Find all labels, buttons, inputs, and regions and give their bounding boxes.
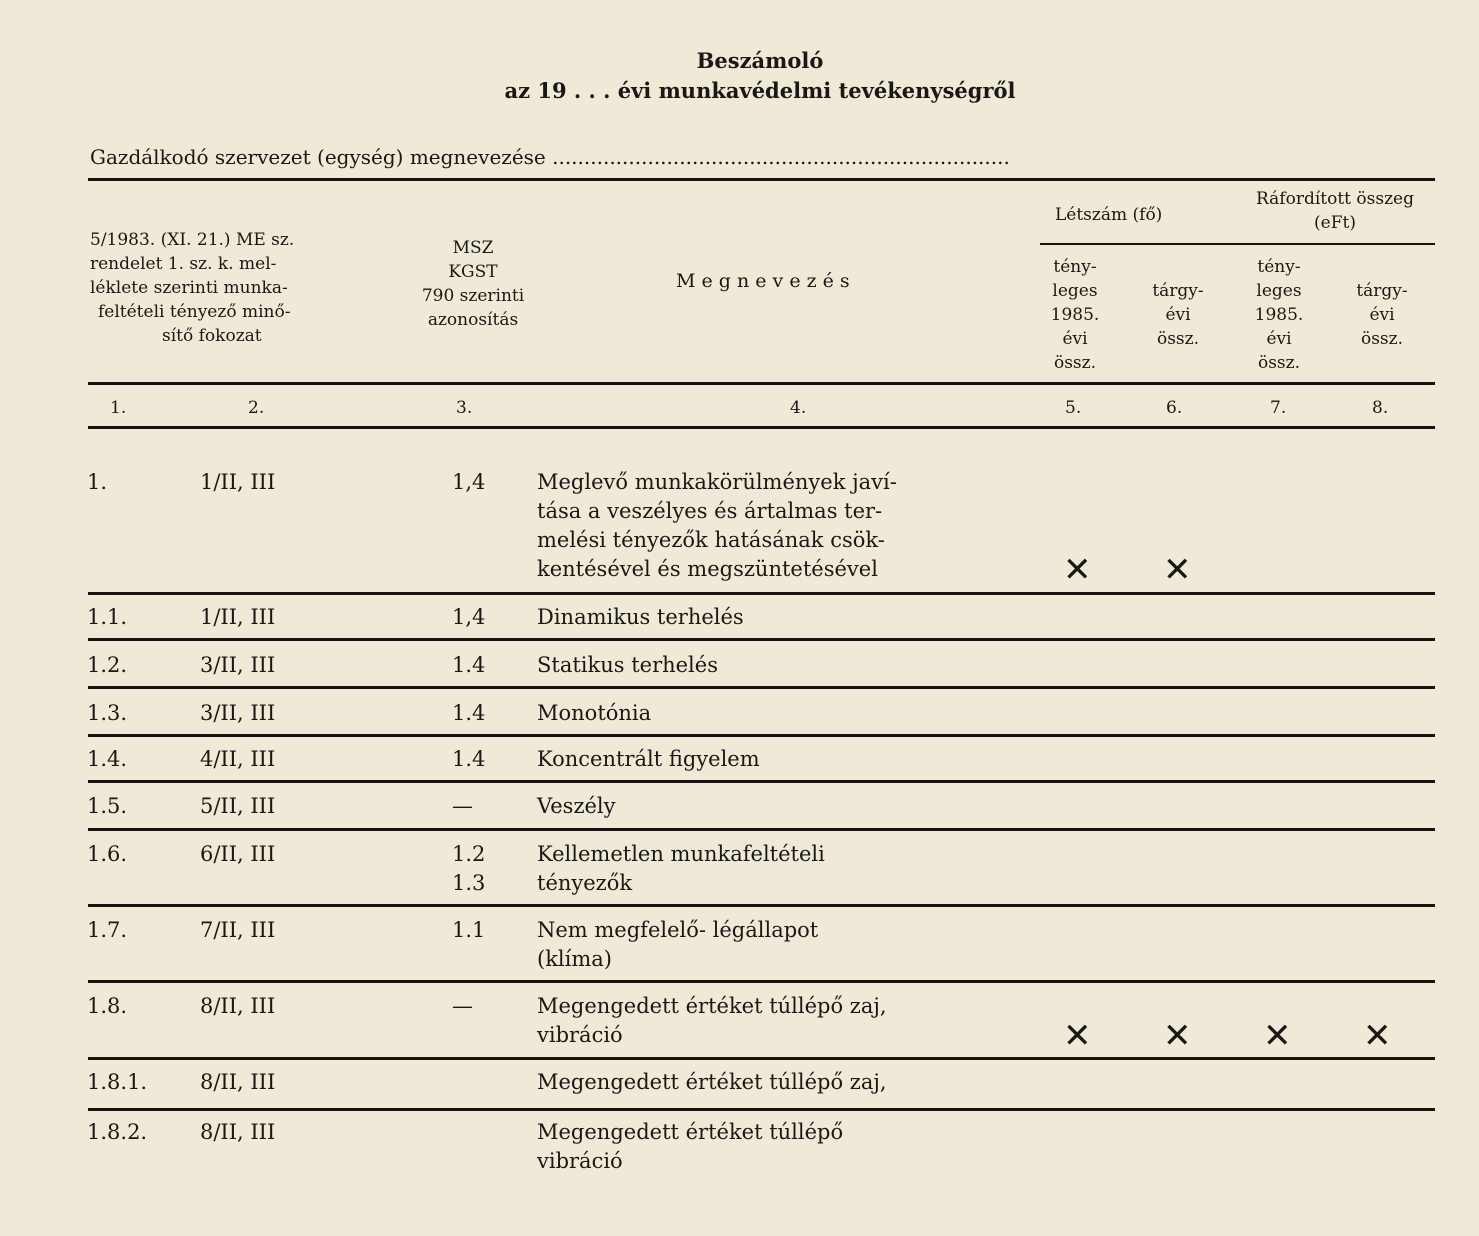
row-number: 1.5.: [87, 794, 128, 818]
row-kgst-id: 1.1: [452, 918, 486, 942]
row-kgst-id: —: [452, 994, 473, 1018]
row-number: 1.3.: [87, 701, 128, 725]
header-top-rule: [88, 178, 1435, 181]
row-divider: [88, 828, 1435, 831]
row-number: 1.7.: [87, 918, 128, 942]
column-number-4: 4.: [790, 398, 807, 418]
report-subtitle: az 19 . . . évi munkavédelmi tevékenységről: [504, 78, 1016, 103]
row-qualifier: 8/II, III: [200, 1120, 276, 1144]
column-number-8: 8.: [1372, 398, 1389, 418]
row-qualifier: 7/II, III: [200, 918, 276, 942]
column-number-7: 7.: [1270, 398, 1287, 418]
row-description-line: tása a veszélyes és ártalmas ter-: [537, 499, 883, 523]
row-description-line: Dinamikus terhelés: [537, 605, 744, 629]
row-description-line: (klíma): [537, 947, 612, 971]
row-description-line: vibráció: [537, 1023, 623, 1047]
header-bottom-rule: [88, 382, 1435, 385]
cross-mark-col-6: ✕: [1163, 1016, 1192, 1056]
row-number: 1.8.2.: [87, 1120, 148, 1144]
row-divider: [88, 980, 1435, 983]
cross-mark-col-8: ✕: [1363, 1016, 1392, 1056]
row-kgst-id: 1.4: [452, 747, 486, 771]
row-description-line: kentésével és megszüntetésével: [537, 557, 878, 581]
header-col4: M e g n e v e z é s: [676, 270, 850, 292]
report-title: Beszámoló: [696, 48, 824, 73]
header-col5: tény- leges 1985. évi össz.: [1050, 257, 1100, 373]
row-number: 1.1.: [87, 605, 128, 629]
row-description-line: Statikus terhelés: [537, 653, 718, 677]
organization-name-line: Gazdálkodó szervezet (egység) megnevezése ........................................................................: [90, 145, 1010, 169]
row-qualifier: 5/II, III: [200, 794, 276, 818]
row-description-line: Veszély: [537, 794, 616, 818]
column-number-3: 3.: [456, 398, 473, 418]
row-divider: [88, 686, 1435, 689]
row-description-line: melési tényezők hatásának csök-: [537, 528, 885, 552]
row-divider: [88, 780, 1435, 783]
row-number: 1.2.: [87, 653, 128, 677]
header-col7: tény- leges 1985. évi össz.: [1254, 257, 1304, 373]
row-number: 1.4.: [87, 747, 128, 771]
header-col1: 5/1983. (XI. 21.) ME sz. rendelet 1. sz. k. mel- léklete szerinti munka- feltételi tényező minő- sítő fokozat: [90, 230, 295, 346]
row-qualifier: 4/II, III: [200, 747, 276, 771]
row-description-line: Megengedett értéket túllépő zaj,: [537, 994, 887, 1018]
row-kgst-id: 1.3: [452, 871, 486, 895]
row-qualifier: 3/II, III: [200, 653, 276, 677]
cross-mark-col-5: ✕: [1063, 1016, 1092, 1056]
row-description-line: Nem megfelelő- légállapot: [537, 918, 819, 942]
row-description-line: Meglevő munkakörülmények javí-: [537, 470, 897, 494]
row-description-line: Monotónia: [537, 701, 652, 725]
row-number: 1.6.: [87, 842, 128, 866]
row-kgst-id: 1,4: [452, 605, 486, 629]
row-divider: [88, 1057, 1435, 1060]
row-description-line: Megengedett értéket túllépő: [537, 1120, 844, 1144]
row-description-line: Kellemetlen munkafeltételi: [537, 842, 825, 866]
row-qualifier: 6/II, III: [200, 842, 276, 866]
header-col3: MSZ KGST 790 szerinti azonosítás: [421, 238, 525, 330]
row-description-line: vibráció: [537, 1149, 623, 1173]
row-kgst-id: 1.4: [452, 653, 486, 677]
row-divider: [88, 592, 1435, 595]
column-number-1: 1.: [110, 398, 127, 418]
row-description-line: tényezők: [537, 871, 633, 895]
header-raforditott: Ráfordított összeg (eFt): [1255, 189, 1414, 233]
row-qualifier: 1/II, III: [200, 470, 276, 494]
row-kgst-id: —: [452, 794, 473, 818]
row-kgst-id: 1,4: [452, 470, 486, 494]
row-qualifier: 8/II, III: [200, 1070, 276, 1094]
row-number: 1.8.: [87, 994, 128, 1018]
column-number-2: 2.: [248, 398, 265, 418]
row-number: 1.: [87, 470, 108, 494]
row-description-line: Megengedett értéket túllépő zaj,: [537, 1070, 887, 1094]
row-kgst-id: 1.2: [452, 842, 486, 866]
header-group-rule: [1040, 243, 1435, 245]
row-number: 1.8.1.: [87, 1070, 148, 1094]
row-divider: [88, 904, 1435, 907]
row-divider: [88, 734, 1435, 737]
row-kgst-id: 1.4: [452, 701, 486, 725]
row-qualifier: 3/II, III: [200, 701, 276, 725]
cross-mark-col-5: ✕: [1063, 550, 1092, 590]
cross-mark-col-6: ✕: [1163, 550, 1192, 590]
header-letszam: Létszám (fő): [1055, 205, 1163, 225]
column-number-rule: [88, 426, 1435, 429]
header-col8: tárgy- évi össz.: [1356, 281, 1408, 349]
row-divider: [88, 1108, 1435, 1111]
cross-mark-col-7: ✕: [1263, 1016, 1292, 1056]
row-divider: [88, 638, 1435, 641]
row-qualifier: 1/II, III: [200, 605, 276, 629]
column-number-6: 6.: [1166, 398, 1183, 418]
header-col6: tárgy- évi össz.: [1152, 281, 1204, 349]
column-number-5: 5.: [1065, 398, 1082, 418]
row-description-line: Koncentrált figyelem: [537, 747, 760, 771]
row-qualifier: 8/II, III: [200, 994, 276, 1018]
